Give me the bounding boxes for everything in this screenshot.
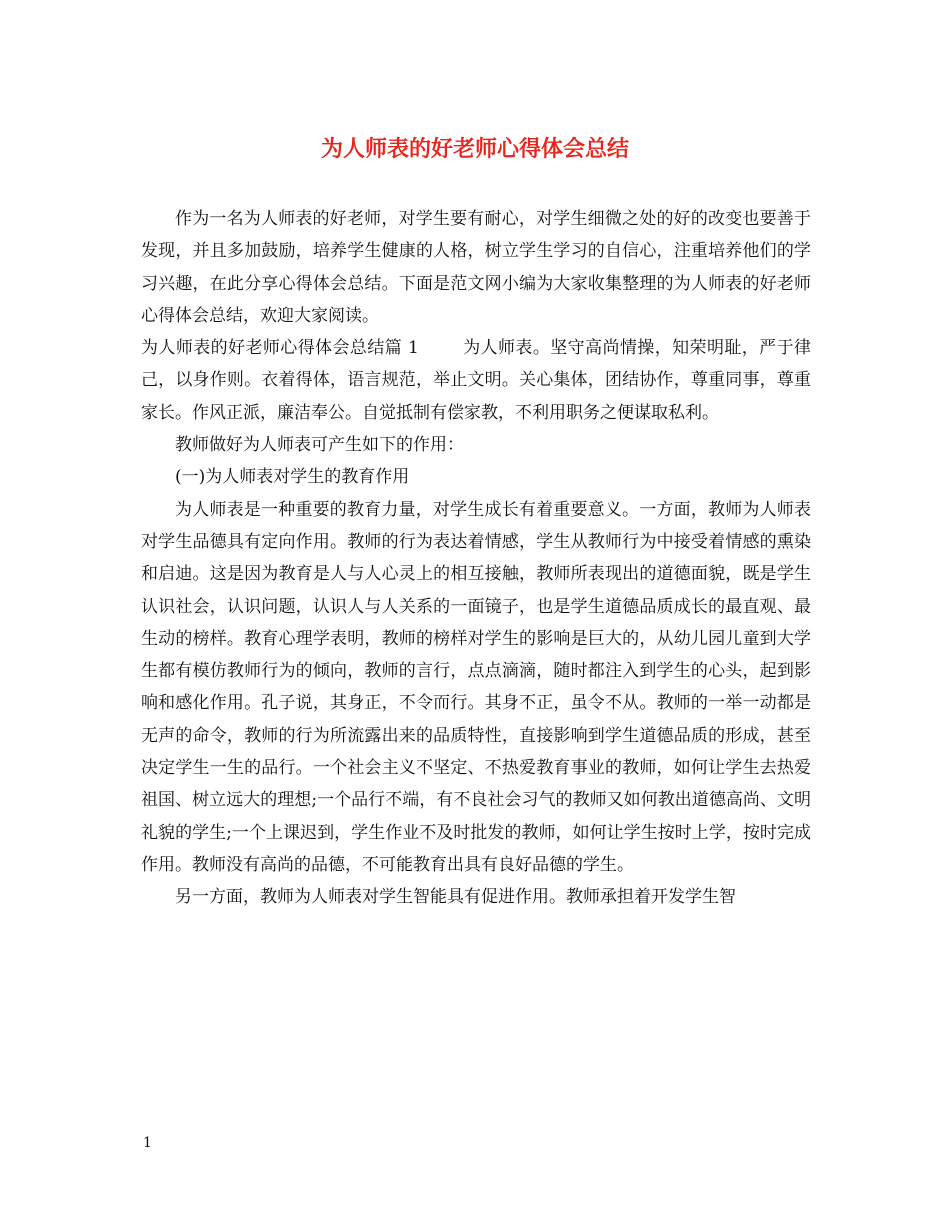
paragraph-education-effect: 为人师表是一种重要的教育力量，对学生成长有着重要意义。一方面，教师为人师表对学生品德具有定向作用。教师的行为表达着情感，学生从教师行为中接受着情感的熏染和启迪。这是因为教育是人与人心灵上的相互接触，教师所表现出的道德面貌，既是学生认识社会，认识问题，认识人与人关系的一面镜子，也是学生道德品质成长的最直观、最生动的榜样。教育心理学表明，教师的榜样对学生的影响是巨大的，从幼儿园儿童到大学生都有模仿教师行为的倾向，教师的言行，点点滴滴，随时都注入到学生的心头，起到影响和感化作用。孔子说，其身正，不令而行。其身不正，虽令不从。教师的一举一动都是无声的命令，教师的行为所流露出来的品质特性，直接影响到学生道德品质的形成，甚至决定学生一生的品行。一个社会主义不坚定、不热爱教育事业的教师，如何让学生去热爱祖国、树立远大的理想;一个品行不端，有不良社会习气的教师又如何教出道德高尚、文明礼貌的学生;一个上课迟到，学生作业不及时批发的教师，如何让学生按时上学，按时完成作用。教师没有高尚的品德，不可能教育出具有良好品德的学生。 [141, 499, 811, 875]
paragraph-subheading-1: (一)为人师表对学生的教育作用 [175, 467, 410, 488]
paragraph-intellect-effect: 另一方面，教师为人师表对学生智能具有促进作用。教师承担着开发学生智 [175, 887, 736, 908]
section-text: 为人师表。坚守高尚情操，知荣明耻，严于律己，以身作则。衣着得体，语言规范，举止文明。关心集体，团结协作，尊重同事，尊重家长。作风正派，廉洁奉公。自觉抵制有偿家教，不利用职务之便谋取私利。 [141, 338, 811, 423]
paragraph-intro: 作为一名为人师表的好老师，对学生要有耐心，对学生细微之处的好的改变也要善于发现，并且多加鼓励，培养学生健康的人格，树立学生学习的自信心，注重培养他们的学习兴趣，在此分享心得体会总结。下面是范文网小编为大家收集整理的为人师表的好老师心得体会总结，欢迎大家阅读。 [141, 209, 811, 326]
paragraph-effects-intro: 教师做好为人师表可产生如下的作用： [175, 435, 464, 456]
section-heading: 为人师表的好老师心得体会总结篇 1 [141, 338, 419, 359]
page-number: 1 [143, 1135, 152, 1151]
document-body [141, 203, 811, 914]
paragraph-section-1 [141, 332, 811, 429]
document-title: 为人师表的好老师心得体会总结 [320, 136, 629, 162]
